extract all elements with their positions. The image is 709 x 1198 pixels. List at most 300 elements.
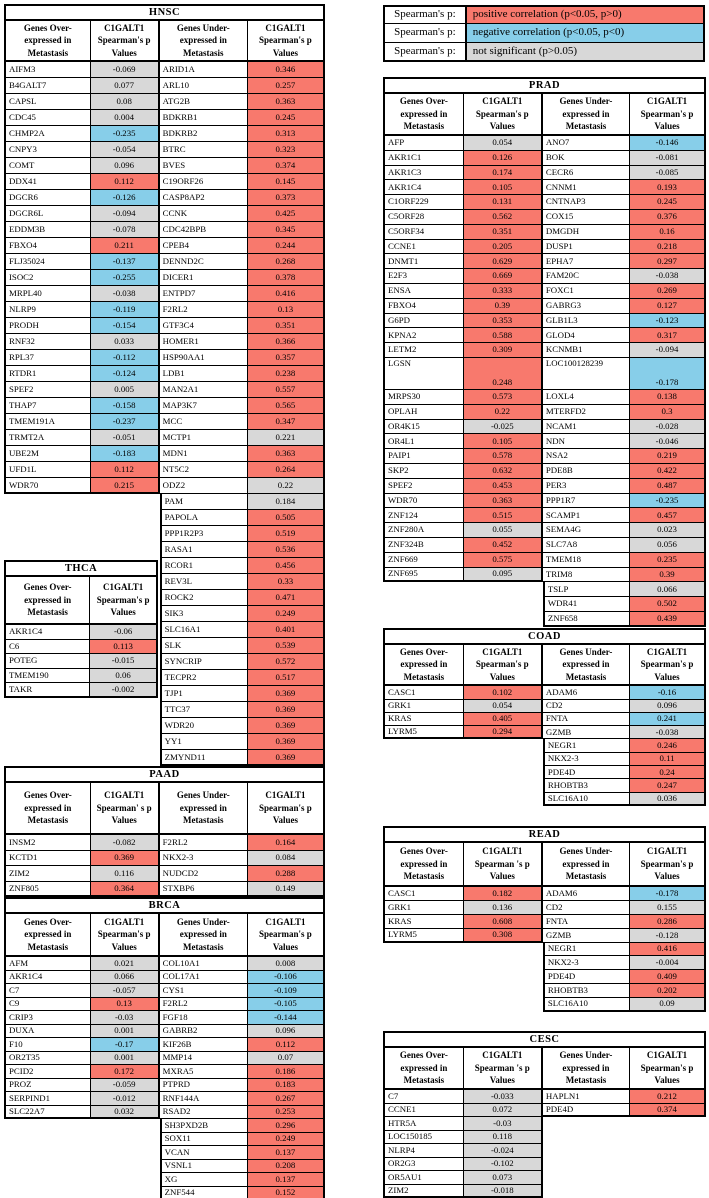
pvalue-cell: 0.257 — [248, 78, 325, 94]
pvalue-cell: 0.632 — [464, 464, 543, 479]
gene-cell: CAPSL — [4, 94, 91, 110]
table-read — [383, 826, 706, 1012]
gene-cell: OR4K15 — [383, 420, 464, 435]
gene-cell: NLRP4 — [383, 1144, 464, 1158]
pvalue-cell: -0.03 — [464, 1117, 543, 1131]
column-header: C1GALT1 Spearman 's p Values — [464, 1048, 543, 1090]
legend-label: Spearman's p: — [383, 5, 467, 24]
pvalue-cell: 0.248 — [464, 358, 543, 390]
pvalue-cell: 0.102 — [464, 686, 543, 699]
pvalue-cell: 0.373 — [248, 190, 325, 206]
pvalue-cell: 0.004 — [91, 110, 160, 126]
empty-cell — [464, 998, 543, 1012]
gene-cell: CD2 — [543, 700, 630, 713]
pvalue-cell: 0.095 — [464, 568, 543, 583]
pvalue-cell: 0.131 — [464, 195, 543, 210]
gene-cell: COL17A1 — [160, 971, 248, 985]
pvalue-cell: -0.015 — [90, 654, 158, 669]
pvalue-cell: -0.17 — [91, 1038, 160, 1052]
empty-cell — [383, 582, 464, 597]
pvalue-cell: 0.369 — [248, 750, 325, 766]
column-header: Genes Over-expressed in Metastasis — [383, 843, 464, 887]
gene-cell: CRIP3 — [4, 1011, 91, 1025]
empty-cell — [543, 1171, 630, 1185]
gene-cell: EPHA7 — [543, 254, 630, 269]
gene-cell: C9 — [4, 998, 91, 1012]
pvalue-cell: 0.471 — [248, 590, 325, 606]
gene-cell: PAIP1 — [383, 449, 464, 464]
pvalue-cell: 0.515 — [464, 508, 543, 523]
empty-cell — [91, 1119, 160, 1133]
gene-cell: ZIM2 — [4, 866, 91, 882]
pvalue-cell: 0.425 — [248, 206, 325, 222]
gene-cell: HTR5A — [383, 1117, 464, 1131]
gene-cell: RTDR1 — [4, 366, 91, 382]
gene-cell: PER3 — [543, 479, 630, 494]
gene-cell: MXRA5 — [160, 1065, 248, 1079]
gene-cell: RNF32 — [4, 334, 91, 350]
table-title: BRCA — [4, 897, 325, 914]
gene-cell: BVES — [160, 158, 248, 174]
pvalue-cell: 0.249 — [248, 1133, 325, 1147]
pvalue-cell: 0.363 — [248, 446, 325, 462]
legend-label: Spearman's p: — [383, 43, 467, 62]
gene-cell: NKX2-3 — [543, 753, 630, 766]
pvalue-cell: 0.054 — [464, 136, 543, 151]
empty-cell — [91, 1173, 160, 1187]
gene-cell: HSP90AA1 — [160, 350, 248, 366]
empty-cell — [630, 1144, 706, 1158]
gene-cell: RHOBTB3 — [543, 984, 630, 998]
pvalue-cell: 0.07 — [248, 1052, 325, 1066]
pvalue-cell: 0.126 — [464, 151, 543, 166]
empty-cell — [383, 793, 464, 806]
table-grid — [383, 94, 706, 627]
empty-cell — [91, 734, 160, 750]
column-header: Genes Over-expressed in Metastasis — [4, 914, 91, 957]
empty-cell — [630, 1185, 706, 1198]
table-grid — [383, 843, 706, 1012]
pvalue-cell: 0.565 — [248, 398, 325, 414]
gene-cell: TMEM190 — [4, 669, 90, 684]
pvalue-cell: -0.057 — [91, 984, 160, 998]
gene-cell: DDX41 — [4, 174, 91, 190]
pvalue-cell: 0.09 — [630, 998, 706, 1012]
gene-cell: COL10A1 — [160, 957, 248, 971]
gene-cell: PTPRD — [160, 1079, 248, 1093]
pvalue-cell: 0.376 — [630, 210, 706, 225]
empty-cell — [464, 612, 543, 627]
table-grid — [383, 1048, 706, 1198]
column-header: C1GALT1 Spearman's p Values — [630, 1048, 706, 1090]
gene-cell: POTEG — [4, 654, 90, 669]
legend-label: Spearman's p: — [383, 24, 467, 43]
pvalue-cell: 0.138 — [630, 390, 706, 405]
gene-cell: PDE4D — [543, 766, 630, 779]
gene-cell: SEMA4G — [543, 523, 630, 538]
pvalue-cell: 0.16 — [630, 225, 706, 240]
column-header: C1GALT1 Spearman 's p Values — [464, 843, 543, 887]
empty-cell — [383, 766, 464, 779]
gene-cell: FGF18 — [160, 1011, 248, 1025]
pvalue-cell: -0.183 — [91, 446, 160, 462]
pvalue-cell: 0.073 — [464, 1171, 543, 1185]
pvalue-cell: 0.033 — [91, 334, 160, 350]
gene-cell: C19ORF26 — [160, 174, 248, 190]
table-title: CESC — [383, 1031, 706, 1048]
pvalue-cell: -0.038 — [91, 286, 160, 302]
empty-cell — [630, 1117, 706, 1131]
gene-cell: THAP7 — [4, 398, 91, 414]
gene-cell: PDE4D — [543, 970, 630, 984]
gene-cell: LGSN — [383, 358, 464, 390]
gene-cell: SPEF2 — [383, 479, 464, 494]
empty-cell — [91, 494, 160, 510]
gene-cell: TMEM191A — [4, 414, 91, 430]
gene-cell: KCNMB1 — [543, 343, 630, 358]
empty-cell — [383, 779, 464, 792]
gene-cell: WDR20 — [160, 718, 248, 734]
pvalue-cell: 0.056 — [630, 538, 706, 553]
gene-cell: VSNL1 — [160, 1160, 248, 1174]
empty-cell — [464, 779, 543, 792]
pvalue-cell: -0.038 — [630, 726, 706, 739]
pvalue-cell: -0.082 — [91, 835, 160, 851]
empty-cell — [4, 1160, 91, 1174]
gene-cell: DGCR6 — [4, 190, 91, 206]
column-header: C1GALT1 Spearman's p Values — [464, 94, 543, 136]
pvalue-cell: 0.212 — [630, 1090, 706, 1104]
pvalue-cell: 0.054 — [464, 700, 543, 713]
gene-cell: RCOR1 — [160, 558, 248, 574]
gene-cell: ZMYND11 — [160, 750, 248, 766]
pvalue-cell: 0.629 — [464, 254, 543, 269]
table-prad — [383, 77, 706, 627]
gene-cell: TTC37 — [160, 702, 248, 718]
empty-cell — [4, 494, 91, 510]
empty-cell — [543, 1158, 630, 1172]
gene-cell: C7 — [4, 984, 91, 998]
pvalue-cell: 0.351 — [464, 225, 543, 240]
pvalue-cell: 0.416 — [630, 943, 706, 957]
pvalue-cell: -0.025 — [464, 420, 543, 435]
gene-cell: CCNE1 — [383, 1104, 464, 1118]
pvalue-cell: -0.054 — [91, 142, 160, 158]
pvalue-cell: 0.008 — [248, 957, 325, 971]
gene-cell: CNPY3 — [4, 142, 91, 158]
gene-cell: SPEF2 — [4, 382, 91, 398]
gene-cell: GZMB — [543, 929, 630, 943]
pvalue-cell: 0.401 — [248, 622, 325, 638]
pvalue-cell: -0.178 — [630, 887, 706, 901]
legend-value: positive correlation (p<0.05, p>0) — [467, 5, 705, 24]
gene-cell: FLJ35024 — [4, 254, 91, 270]
empty-cell — [383, 597, 464, 612]
gene-cell: GABRG3 — [543, 299, 630, 314]
empty-cell — [543, 1131, 630, 1145]
gene-cell: YY1 — [160, 734, 248, 750]
empty-cell — [4, 734, 91, 750]
pvalue-cell: 0.3 — [630, 405, 706, 420]
pvalue-cell: 0.288 — [248, 866, 325, 882]
gene-cell: NUDCD2 — [160, 866, 248, 882]
pvalue-cell: 0.066 — [630, 582, 706, 597]
empty-cell — [91, 702, 160, 718]
gene-cell: ANO7 — [543, 136, 630, 151]
pvalue-cell: -0.069 — [91, 62, 160, 78]
gene-cell: LYRM5 — [383, 929, 464, 943]
pvalue-cell: 0.575 — [464, 553, 543, 568]
pvalue-cell: -0.004 — [630, 956, 706, 970]
gene-cell: CECR6 — [543, 166, 630, 181]
column-header: Genes Under-expressed in Metastasis — [543, 843, 630, 887]
pvalue-cell: -0.102 — [464, 1158, 543, 1172]
gene-cell: TAKR — [4, 683, 90, 698]
gene-cell: OR4L1 — [383, 434, 464, 449]
pvalue-cell: -0.128 — [630, 929, 706, 943]
pvalue-cell: 0.519 — [248, 526, 325, 542]
pvalue-cell: 0.363 — [248, 94, 325, 110]
pvalue-cell: 0.211 — [91, 238, 160, 254]
gene-cell: GTF3C4 — [160, 318, 248, 334]
pvalue-cell: 0.505 — [248, 510, 325, 526]
pvalue-cell: 0.264 — [248, 462, 325, 478]
pvalue-cell: 0.136 — [464, 901, 543, 915]
pvalue-cell: 0.244 — [248, 238, 325, 254]
pvalue-cell: 0.06 — [90, 669, 158, 684]
gene-cell: TECPR2 — [160, 670, 248, 686]
empty-cell — [91, 750, 160, 766]
gene-cell: AKR1C4 — [4, 971, 91, 985]
pvalue-cell: 0.369 — [248, 734, 325, 750]
gene-cell: CCNK — [160, 206, 248, 222]
pvalue-cell: 0.24 — [630, 766, 706, 779]
gene-cell: AKR1C4 — [383, 180, 464, 195]
pvalue-cell: 0.22 — [248, 478, 325, 494]
column-header: Genes Under-expressed in Metastasis — [160, 783, 248, 835]
pvalue-cell: 0.351 — [248, 318, 325, 334]
pvalue-cell: 0.453 — [464, 479, 543, 494]
pvalue-cell: 0.084 — [248, 851, 325, 867]
gene-cell: DGCR6L — [4, 206, 91, 222]
pvalue-cell: 0.369 — [248, 686, 325, 702]
gene-cell: BDKRB2 — [160, 126, 248, 142]
pvalue-cell: 0.245 — [248, 110, 325, 126]
gene-cell: EDDM3B — [4, 222, 91, 238]
pvalue-cell: 0.369 — [91, 851, 160, 867]
pvalue-cell: 0.517 — [248, 670, 325, 686]
pvalue-cell: 0.105 — [464, 434, 543, 449]
empty-cell — [464, 793, 543, 806]
pvalue-cell: 0.317 — [630, 328, 706, 343]
pvalue-cell: -0.255 — [91, 270, 160, 286]
pvalue-cell: -0.033 — [464, 1090, 543, 1104]
gene-cell: F2RL2 — [160, 835, 248, 851]
pvalue-cell: -0.081 — [630, 151, 706, 166]
column-header: Genes Under-expressed in Metastasis — [543, 1048, 630, 1090]
pvalue-cell: 0.137 — [248, 1146, 325, 1160]
gene-cell: NEGR1 — [543, 739, 630, 752]
empty-cell — [383, 753, 464, 766]
gene-cell: SLC16A10 — [543, 793, 630, 806]
pvalue-cell: -0.158 — [91, 398, 160, 414]
gene-cell: PAM — [160, 494, 248, 510]
empty-cell — [630, 1158, 706, 1172]
table-grid — [383, 645, 706, 806]
pvalue-cell: -0.137 — [91, 254, 160, 270]
pvalue-cell: 0.457 — [630, 508, 706, 523]
pvalue-cell: -0.018 — [464, 1185, 543, 1198]
pvalue-cell: 0.309 — [464, 343, 543, 358]
empty-cell — [630, 1171, 706, 1185]
table-coad — [383, 628, 706, 806]
gene-cell: C5ORF34 — [383, 225, 464, 240]
gene-cell: MAP3K7 — [160, 398, 248, 414]
pvalue-cell: -0.051 — [91, 430, 160, 446]
gene-cell: SLC16A10 — [543, 998, 630, 1012]
column-header: Genes Over-expressed in Metastasis — [383, 1048, 464, 1090]
gene-cell: FNTA — [543, 915, 630, 929]
pvalue-cell: 0.297 — [630, 254, 706, 269]
gene-cell: RHOBTB3 — [543, 779, 630, 792]
gene-cell: LETM2 — [383, 343, 464, 358]
gene-cell: DUXA — [4, 1025, 91, 1039]
gene-cell: PDE4D — [543, 1104, 630, 1118]
gene-cell: MTERFD2 — [543, 405, 630, 420]
pvalue-cell: 0.313 — [248, 126, 325, 142]
gene-cell: ENTPD7 — [160, 286, 248, 302]
column-header: C1GALT1 Spearman's p Values — [248, 21, 325, 62]
gene-cell: MCTP1 — [160, 430, 248, 446]
pvalue-cell: 0.323 — [248, 142, 325, 158]
pvalue-cell: 0.364 — [91, 882, 160, 898]
empty-cell — [464, 597, 543, 612]
empty-cell — [4, 702, 91, 718]
pvalue-cell: 0.416 — [248, 286, 325, 302]
pvalue-cell: -0.046 — [630, 434, 706, 449]
pvalue-cell: 0.116 — [91, 866, 160, 882]
pvalue-cell: 0.249 — [248, 606, 325, 622]
gene-cell: NCAM1 — [543, 420, 630, 435]
pvalue-cell: -0.106 — [248, 971, 325, 985]
empty-cell — [464, 739, 543, 752]
gene-cell: F2RL2 — [160, 998, 248, 1012]
table-thca — [4, 560, 158, 698]
gene-cell: CCNE1 — [383, 240, 464, 255]
gene-cell: WDR70 — [4, 478, 91, 494]
gene-cell: F2RL2 — [160, 302, 248, 318]
pvalue-cell: 0.286 — [630, 915, 706, 929]
pvalue-cell: 0.113 — [90, 640, 158, 655]
gene-cell: AKR1C1 — [383, 151, 464, 166]
gene-cell: PAPOLA — [160, 510, 248, 526]
pvalue-cell: 0.422 — [630, 464, 706, 479]
gene-cell: CNNM1 — [543, 180, 630, 195]
pvalue-cell: -0.028 — [630, 420, 706, 435]
gene-cell: ADAM6 — [543, 686, 630, 699]
pvalue-cell: 0.669 — [464, 269, 543, 284]
gene-cell: MRPL40 — [4, 286, 91, 302]
pvalue-cell: 0.374 — [248, 158, 325, 174]
gene-cell: MMP14 — [160, 1052, 248, 1066]
pvalue-cell: 0.066 — [91, 971, 160, 985]
gene-cell: INSM2 — [4, 835, 91, 851]
pvalue-cell: 0.08 — [91, 94, 160, 110]
gene-cell: LOC100128239 — [543, 358, 630, 390]
column-header: C1GALT1 Spearman' s p Values — [91, 783, 160, 835]
gene-cell: KIF26B — [160, 1038, 248, 1052]
gene-cell: OR5AU1 — [383, 1171, 464, 1185]
gene-cell: G6PD — [383, 314, 464, 329]
pvalue-cell: 0.347 — [248, 414, 325, 430]
pvalue-cell: 0.245 — [630, 195, 706, 210]
pvalue-cell: 0.357 — [248, 350, 325, 366]
gene-cell: PROZ — [4, 1079, 91, 1093]
pvalue-cell: -0.109 — [248, 984, 325, 998]
pvalue-cell: 0.247 — [630, 779, 706, 792]
pvalue-cell: 0.001 — [91, 1052, 160, 1066]
gene-cell: MAN2A1 — [160, 382, 248, 398]
gene-cell: FBXO4 — [4, 238, 91, 254]
empty-cell — [4, 718, 91, 734]
empty-cell — [383, 984, 464, 998]
gene-cell: CDC45 — [4, 110, 91, 126]
pvalue-cell: 0.055 — [464, 523, 543, 538]
empty-cell — [464, 582, 543, 597]
pvalue-cell: 0.378 — [248, 270, 325, 286]
pvalue-cell: 0.118 — [464, 1131, 543, 1145]
gene-cell: DMGDH — [543, 225, 630, 240]
pvalue-cell: 0.246 — [630, 739, 706, 752]
gene-cell: ZNF805 — [4, 882, 91, 898]
gene-cell: TMEM18 — [543, 553, 630, 568]
pvalue-cell: 0.112 — [248, 1038, 325, 1052]
pvalue-cell: -0.078 — [91, 222, 160, 238]
pvalue-cell: 0.22 — [464, 405, 543, 420]
gene-cell: COX15 — [543, 210, 630, 225]
gene-cell: ARL10 — [160, 78, 248, 94]
pvalue-cell: 0.218 — [630, 240, 706, 255]
gene-cell: C5ORF28 — [383, 210, 464, 225]
column-header: Genes Over-expressed in Metastasis — [4, 783, 91, 835]
gene-cell: SLK — [160, 638, 248, 654]
pvalue-cell: 0.193 — [630, 180, 706, 195]
gene-cell: HAPLN1 — [543, 1090, 630, 1104]
gene-cell: GLB1L3 — [543, 314, 630, 329]
pvalue-cell: 0.112 — [91, 462, 160, 478]
column-header: Genes Over-expressed in Metastasis — [383, 645, 464, 686]
pvalue-cell: 0.557 — [248, 382, 325, 398]
pvalue-cell: -0.235 — [630, 494, 706, 509]
empty-cell — [4, 526, 91, 542]
pvalue-cell: 0.023 — [630, 523, 706, 538]
pvalue-cell: 0.296 — [248, 1119, 325, 1133]
gene-cell: OR2T35 — [4, 1052, 91, 1066]
empty-cell — [383, 956, 464, 970]
pvalue-cell: -0.094 — [91, 206, 160, 222]
gene-cell: CASC1 — [383, 686, 464, 699]
column-header: Genes Over-expressed in Metastasis — [383, 94, 464, 136]
gene-cell: CNTNAP3 — [543, 195, 630, 210]
gene-cell: HOMER1 — [160, 334, 248, 350]
empty-cell — [91, 526, 160, 542]
gene-cell: VCAN — [160, 1146, 248, 1160]
table-cesc — [383, 1031, 706, 1198]
gene-cell: WDR70 — [383, 494, 464, 509]
pvalue-cell: 0.164 — [248, 835, 325, 851]
pvalue-cell: -0.16 — [630, 686, 706, 699]
gene-cell: TSLP — [543, 582, 630, 597]
